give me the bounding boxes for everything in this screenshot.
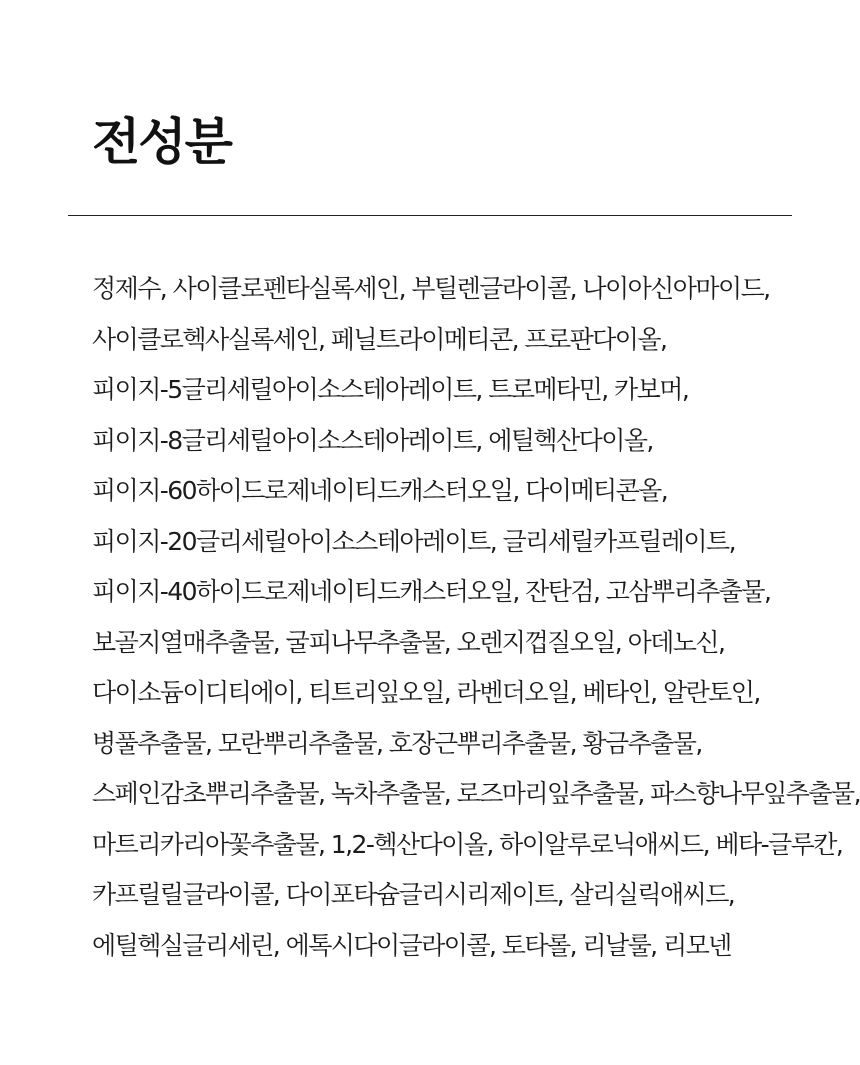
ingredient-list <box>92 268 860 975</box>
ingredient-line: 마트리카리아꽃추출물, 1,2-헥산다이올, 하이알루로닉애씨드, 베타-글루칸, <box>92 829 843 859</box>
title-divider <box>68 215 792 216</box>
ingredient-line: 에틸헥실글리세린, 에톡시다이글라이콜, 토타롤, 리날룰, 리모넨 <box>92 930 731 960</box>
ingredient-line: 사이클로헥사실록세인, 페닐트라이메티콘, 프로판다이올, <box>92 324 667 354</box>
section-title: 전성분 <box>92 113 231 171</box>
ingredient-line: 병풀추출물, 모란뿌리추출물, 호장근뿌리추출물, 황금추출물, <box>92 728 702 758</box>
ingredient-line: 스페인감초뿌리추출물, 녹차추출물, 로즈마리잎추출물, 파스향나무잎추출물, <box>92 779 860 808</box>
ingredient-line: 피이지-5글리세릴아이소스테아레이트, 트로메타민, 카보머, <box>92 375 689 404</box>
ingredient-line: 다이소듐이디티에이, 티트리잎오일, 라벤더오일, 베타인, 알란토인, <box>92 678 760 707</box>
ingredient-line: 피이지-40하이드로제네이티드캐스터오일, 잔탄검, 고삼뿌리추출물, <box>92 577 771 606</box>
ingredient-line: 피이지-60하이드로제네이티드캐스터오일, 다이메티콘올, <box>92 476 668 505</box>
ingredient-line: 카프릴릴글라이콜, 다이포타슘글리시리제이트, 살리실릭애씨드, <box>92 880 735 909</box>
ingredient-line: 피이지-8글리세릴아이소스테아레이트, 에틸헥산다이올, <box>92 425 653 455</box>
ingredient-line: 피이지-20글리세릴아이소스테아레이트, 글리세릴카프릴레이트, <box>92 526 735 556</box>
ingredient-line: 정제수, 사이클로펜타실록세인, 부틸렌글라이콜, 나이아신아마이드, <box>92 274 770 303</box>
ingredient-line: 보골지열매추출물, 굴피나무추출물, 오렌지껍질오일, 아데노신, <box>92 627 725 657</box>
